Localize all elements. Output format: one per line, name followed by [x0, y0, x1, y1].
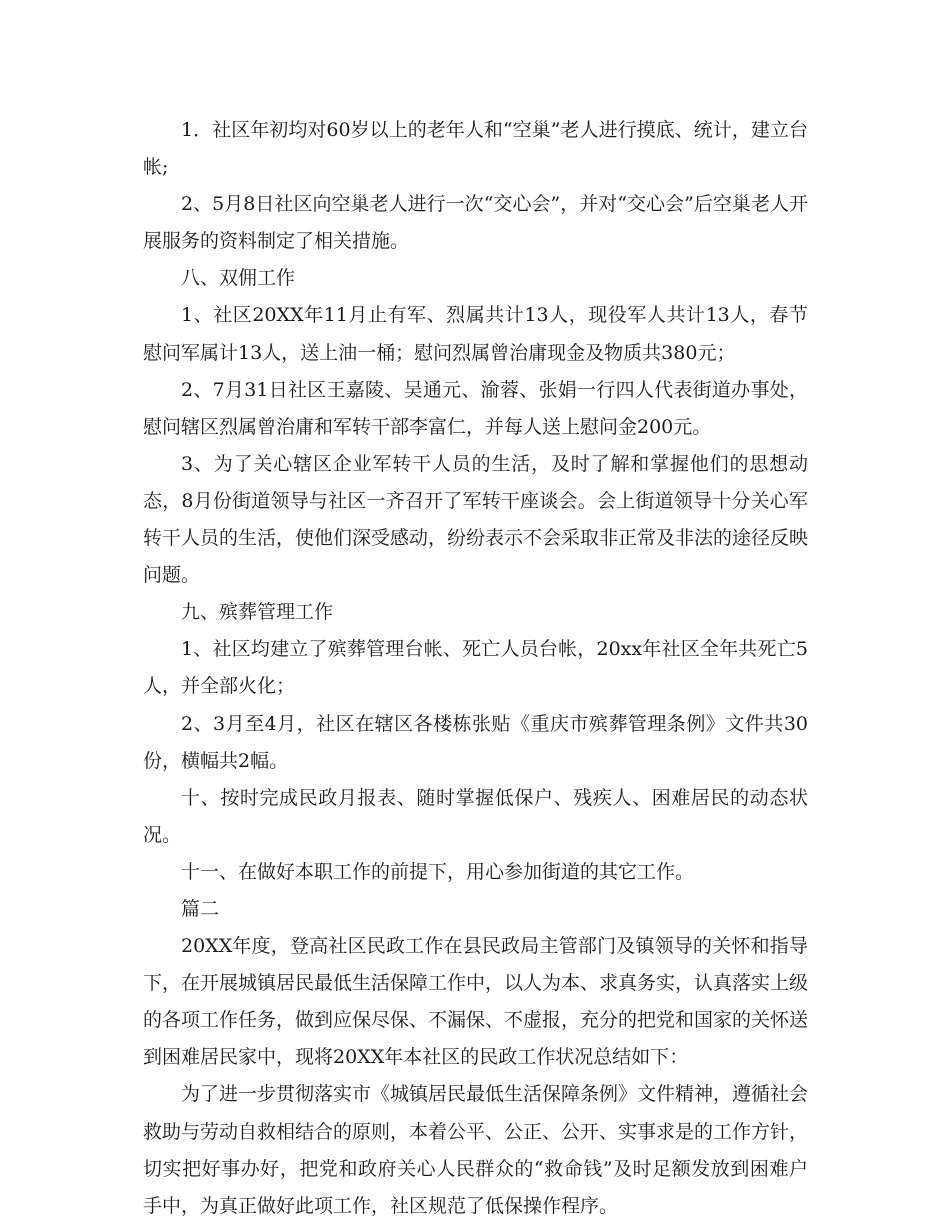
paragraph: 十一、在做好本职工作的前提下，用心参加街道的其它工作。: [181, 860, 695, 883]
section-heading: 篇二: [181, 897, 220, 920]
paragraph: 2、3月至4月，社区在辖区各楼栋张贴《重庆市殡葬管理条例》文件共30份，横幅共2幅。: [143, 712, 808, 772]
paragraph: 2、5月8日社区向空巢老人进行一次“交心会”，并对“交心会”后空巢老人开展服务的资料制定了相关措施。: [143, 193, 808, 253]
paragraph: 1．社区年初均对60岁以上的老年人和“空巢”老人进行摸底、统计，建立台帐;: [143, 119, 808, 179]
paragraph: 20XX年度，登高社区民政工作在县民政局主管部门及镇领导的关怀和指导下，在开展城镇居民最低生活保障工作中，以人为本、求真务实，认真落实上级的各项工作任务，做到应保尽保、不漏保、不虚报，充分的把党和国家的关怀送到困难居民家中，现将20XX年本社区的民政工作状况总结如下：: [143, 935, 809, 1069]
paragraph: 1、社区20XX年11月止有军、烈属共计13人，现役军人共计13人，春节慰问军属计13人，送上油一桶；慰问烈属曾治庸现金及物质共380元；: [143, 304, 808, 364]
paragraph: 3、为了关心辖区企业军转干人员的生活，及时了解和掌握他们的思想动态，8月份街道领导与社区一齐召开了军转干座谈会。会上街道领导十分关心军转干人员的生活，使他们深受感动，纷纷表示不会采取非正常及非法的途径反映问题。: [143, 452, 809, 587]
paragraph: 1、社区均建立了殡葬管理台帐、死亡人员台帐，20xx年社区全年共死亡5人，并全部火化；: [143, 638, 808, 698]
document-body: [143, 112, 808, 1225]
paragraph: 十、按时完成民政月报表、随时掌握低保户、残疾人、困难居民的动态状况。: [143, 786, 808, 846]
section-heading: 八、双佣工作: [181, 267, 296, 290]
section-heading: 九、殡葬管理工作: [181, 601, 334, 624]
paragraph: 为了进一步贯彻落实市《城镇居民最低生活保障条例》文件精神，遵循社会救助与劳动自救相结合的原则，本着公平、公正、公开、实事求是的工作方针，切实把好事办好，把党和政府关心人民群众的“救命钱”及时足额发放到困难户手中，为真正做好此项工作，社区规范了低保操作程序。: [143, 1083, 809, 1217]
paragraph: 2、7月31日社区王嘉陵、吴通元、渝蓉、张娟一行四人代表街道办事处，慰问辖区烈属曾治庸和军转干部李富仁，并每人送上慰问金200元。: [143, 378, 808, 438]
